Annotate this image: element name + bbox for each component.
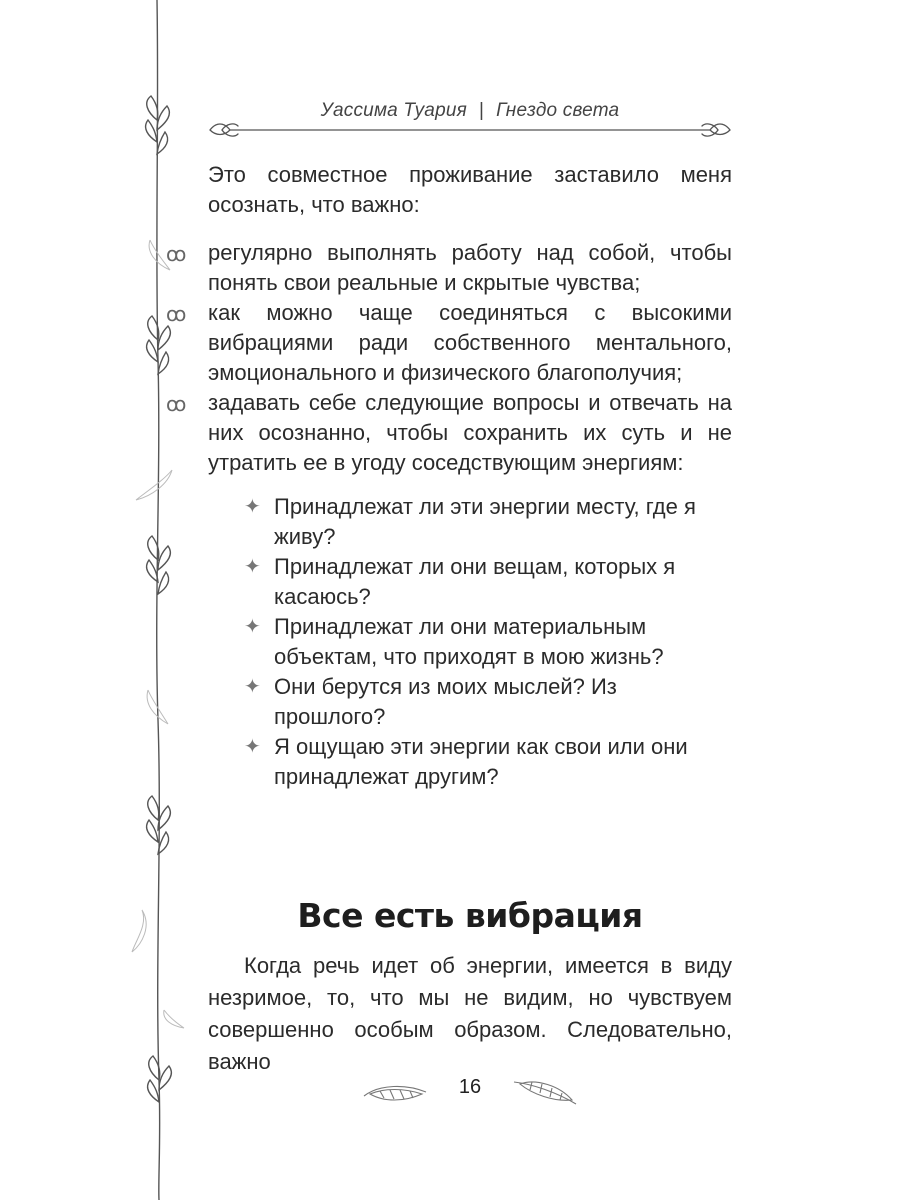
- list-item: [132, 388, 732, 792]
- sparkle-bullet-icon: ✦: [244, 556, 261, 578]
- bullet-text: как можно чаще соединяться с высокими вибрациями ради собственного ментального, эмоционального и физического благополучия;: [208, 300, 732, 385]
- main-text: [166, 160, 732, 792]
- bullet-text: задавать себе следующие вопросы и отвечать на них осознанно, чтобы сохранить их суть и не утратить ее в угоду соседствующим энергиям:: [208, 390, 732, 475]
- intro-paragraph: Это совместное проживание заставило меня осознать, что важно:: [208, 162, 732, 217]
- question-item: [132, 732, 732, 792]
- leaf-branch-icon: [200, 118, 740, 148]
- feather-icon: [360, 1078, 430, 1108]
- question-text: Я ощущаю эти энергии как свои или они принадлежат другим?: [274, 734, 688, 789]
- sparkle-bullet-icon: ✦: [244, 736, 261, 758]
- question-text: Они берутся из моих мыслей? Из прошлого?: [274, 674, 617, 729]
- section-heading: Все есть вибрация: [297, 896, 643, 935]
- question-item: [132, 552, 732, 612]
- header-book-title: Гнездо света: [496, 100, 620, 121]
- page-footer: [360, 1072, 580, 1112]
- section-paragraph: Когда речь идет об энергии, имеется в виду незримое, то, что мы не видим, но чувствуем совершенно особым образом. Следовательно, важно: [208, 953, 732, 1074]
- bullet-list: [166, 238, 732, 792]
- infinity-bullet-icon: ꝏ: [166, 394, 187, 416]
- page-number: 16: [458, 1076, 482, 1098]
- question-list: [208, 492, 732, 792]
- header-separator: |: [478, 100, 485, 121]
- sparkle-bullet-icon: ✦: [244, 676, 261, 698]
- list-item: [132, 298, 732, 388]
- sparkle-bullet-icon: ✦: [244, 496, 261, 518]
- question-item: [132, 672, 732, 732]
- header-author: Уассима Туария: [320, 100, 467, 121]
- list-item: [132, 238, 732, 298]
- sparkle-bullet-icon: ✦: [244, 616, 261, 638]
- question-text: Принадлежат ли они вещам, которых я касаюсь?: [274, 554, 676, 609]
- bullet-text: регулярно выполнять работу над собой, чтобы понять свои реальные и скрытые чувства;: [208, 240, 732, 295]
- question-item: [132, 492, 732, 552]
- question-text: Принадлежат ли они материальным объектам, что приходят в мою жизнь?: [274, 614, 664, 669]
- question-item: [132, 612, 732, 672]
- question-text: Принадлежат ли эти энергии месту, где я живу?: [274, 494, 696, 549]
- running-header: [200, 100, 740, 148]
- infinity-bullet-icon: ꝏ: [166, 304, 187, 326]
- feather-icon: [510, 1074, 580, 1108]
- infinity-bullet-icon: ꝏ: [166, 244, 187, 266]
